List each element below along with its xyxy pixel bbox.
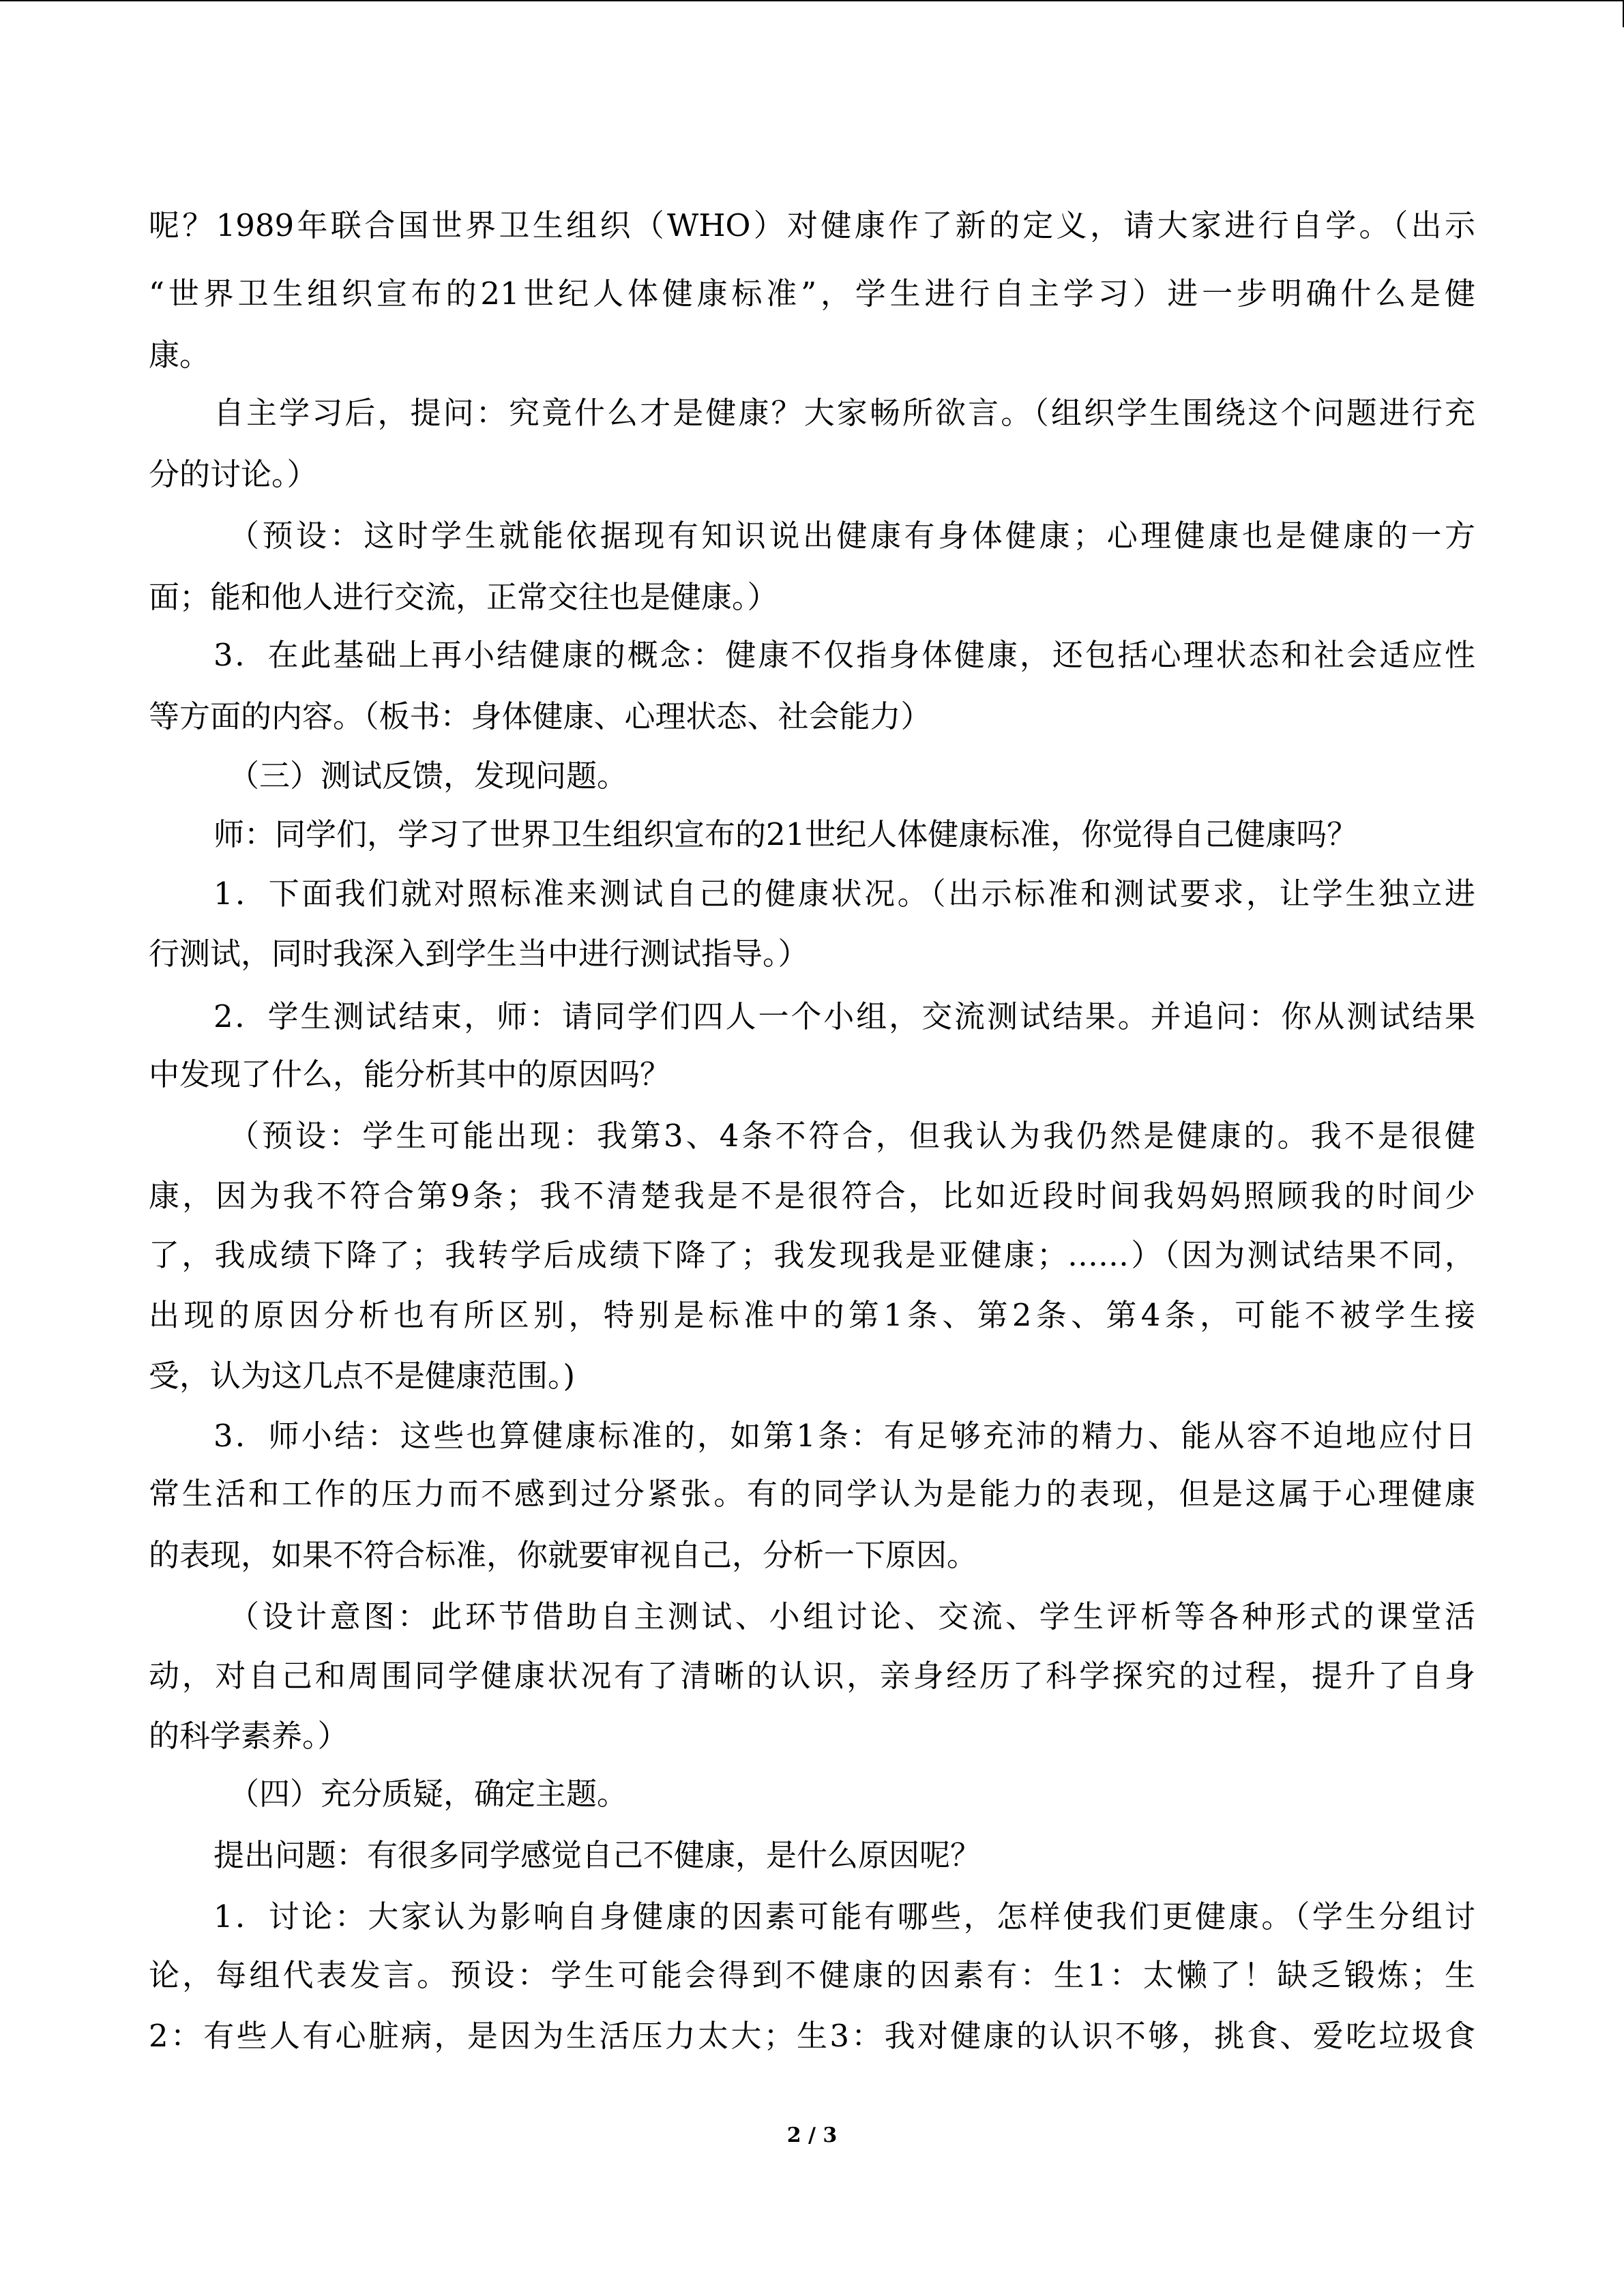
text-line: 康，因为我不符合第9条；我不清楚我是不是很符合，比如近段时间我妈妈照顾我的时间少	[149, 1178, 1475, 1214]
text-line: 的表现，如果不符合标准，你就要审视自己，分析一下原因。	[149, 1537, 978, 1573]
text-line: 1．下面我们就对照标准来测试自己的健康状况。（出示标准和测试要求，让学生独立进	[213, 876, 1475, 912]
text-line: 常生活和工作的压力而不感到过分紧张。有的同学认为是能力的表现，但是这属于心理健康	[149, 1476, 1475, 1512]
text-line: 的科学素养。）	[149, 1718, 349, 1754]
text-line: 提出问题：有很多同学感觉自己不健康，是什么原因呢？	[213, 1837, 981, 1873]
text-line: 论，每组代表发言。预设：学生可能会得到不健康的因素有：生1：太懒了！缺乏锻炼；生	[149, 1957, 1475, 1993]
text-line: （设计意图：此环节借助自主测试、小组讨论、交流、学生评析等各种形式的课堂活	[228, 1598, 1475, 1635]
text-line: 师：同学们，学习了世界卫生组织宣布的21世纪人体健康标准，你觉得自己健康吗？	[213, 816, 1358, 852]
page-top-border	[0, 0, 1624, 1]
text-line: 分的讨论。）	[149, 456, 318, 492]
text-line: 2．学生测试结束，师：请同学们四人一个小组，交流测试结果。并追问：你从测试结果	[213, 998, 1475, 1034]
text-line: 面；能和他人进行交流，正常交往也是健康。）	[149, 579, 778, 615]
text-line: 动，对自己和周围同学健康状况有了清晰的认识，亲身经历了科学探究的过程，提升了自身	[149, 1658, 1475, 1694]
text-line: 3．在此基础上再小结健康的概念：健康不仅指身体健康，还包括心理状态和社会适应性	[213, 637, 1475, 673]
text-line: 康。	[149, 337, 211, 373]
text-line: 了，我成绩下降了；我转学后成绩下降了；我发现我是亚健康；……）（因为测试结果不同，	[149, 1237, 1475, 1273]
text-line: （预设：学生可能出现：我第3、4条不符合，但我认为我仍然是健康的。我不是很健	[228, 1118, 1475, 1154]
text-line: 受，认为这几点不是健康范围。)	[149, 1358, 576, 1394]
text-line: 等方面的内容。（板书：身体健康、心理状态、社会能力）	[149, 698, 932, 734]
text-line: 自主学习后，提问：究竟什么才是健康？大家畅所欲言。（组织学生围绕这个问题进行充	[213, 395, 1475, 431]
text-line: 中发现了什么，能分析其中的原因吗？	[149, 1056, 671, 1092]
text-line: 1．讨论：大家认为影响自身健康的因素可能有哪些，怎样使我们更健康。（学生分组讨	[213, 1898, 1475, 1935]
text-line: “世界卫生组织宣布的21世纪人体健康标准”，学生进行自主学习）进一步明确什么是健	[149, 275, 1475, 312]
text-line: （预设：这时学生就能依据现有知识说出健康有身体健康；心理健康也是健康的一方	[228, 518, 1475, 554]
section-heading: （四）充分质疑，确定主题。	[228, 1776, 628, 1812]
section-heading: （三）测试反馈，发现问题。	[228, 758, 628, 794]
text-line: 出现的原因分析也有所区别，特别是标准中的第1条、第2条、第4条，可能不被学生接	[149, 1297, 1475, 1333]
text-line: 3．师小结：这些也算健康标准的，如第1条：有足够充沛的精力、能从容不迫地应付日	[213, 1418, 1475, 1454]
text-line: 2：有些人有心脏病，是因为生活压力太大；生3：我对健康的认识不够，挑食、爱吃垃圾食	[149, 2018, 1475, 2054]
text-line: 行测试，同时我深入到学生当中进行测试指导。）	[149, 936, 809, 972]
page-number: 2 / 3	[786, 2123, 838, 2147]
text-line: 呢？1989年联合国世界卫生组织（WHO）对健康作了新的定义，请大家进行自学。（出示	[149, 207, 1475, 243]
